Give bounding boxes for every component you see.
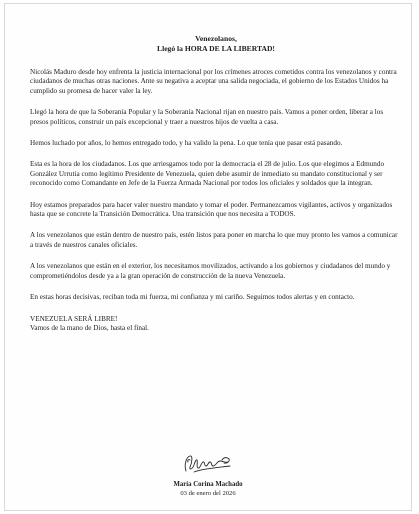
letter-date: 03 de enero del 2026 [180,489,236,497]
letter-body [30,34,402,333]
letter-greeting [30,34,402,54]
signature-block [5,451,411,498]
greeting-line-2: Llegó la HORA DE LA LIBERTAD! [157,44,275,53]
letter-page [4,3,412,511]
paragraph-7: A los venezolanos que están en el exterior, los necesitamos movilizados, activando a los gobiernos y ciudadanos del mundo y comprometiéndolos desde ya a la gran operación de construcción de la nueva Venezuela. [30,262,391,280]
paragraph-5: Hoy estamos preparados para hacer valer nuestro mandato y tomar el poder. Permanezcamos vigilantes, activos y organizados hasta que se concrete la Transición Democrática. Una transición que nos necesita a TODOS. [30,200,393,219]
letter-closing [30,315,402,334]
paragraph-3: Hemos luchado por años, lo hemos entregado todo, y ha valido la pena. Lo que tenía que pasar está pasando. [30,139,343,148]
signer-name: María Corina Machado [173,481,243,488]
greeting-line-1: Venezolanos, [195,34,237,43]
paragraph-2: Llegó la hora de que la Soberanía Popular y la Soberanía Nacional rijan en nuestro país. Vamos a poner orden, liberar a los presos políticos, construir un país excepcional y traer a nuestros hijos de vuelta a casa. [30,108,384,126]
paragraph-4: Esta es la hora de los ciudadanos. Los que arriesgamos todo por la democracia el 28 de julio. Los que elegimos a Edmundo González Urrutia como legítimo Presidente de Venezuela, quien debe asumir de inmediato su mandato constitucional y ser reconocido como Comandante en Jefe de la Fuerza Armada Nacional por todos los oficiales y soldados que la integran. [30,160,385,188]
closing-slogan: VENEZUELA SERÁ LIBRE! [30,314,118,323]
paragraph-1: Nicolás Maduro desde hoy enfrenta la justicia internacional por los crímenes atroces cometidos contra los venezolanos y contra ciudadanos de muchas otras naciones. Ante su negativa a aceptar una salida negociada, el gobierno de los Estados Unidos ha cumplido su promesa de hacer valer la ley. [30,68,397,95]
closing-farewell: Vamos de la mano de Dios, hasta el final. [30,323,149,332]
paragraph-6: A los venezolanos que están dentro de nuestro país, estén listos para poner en marcha lo que muy pronto les vamos a comunicar a través de nuestros canales oficiales. [30,231,398,249]
paragraph-8: En estas horas decisivas, reciban toda mi fuerza, mi confianza y mi cariño. Seguimos todos alertas y en contacto. [30,293,355,302]
handwritten-signature [180,451,236,477]
